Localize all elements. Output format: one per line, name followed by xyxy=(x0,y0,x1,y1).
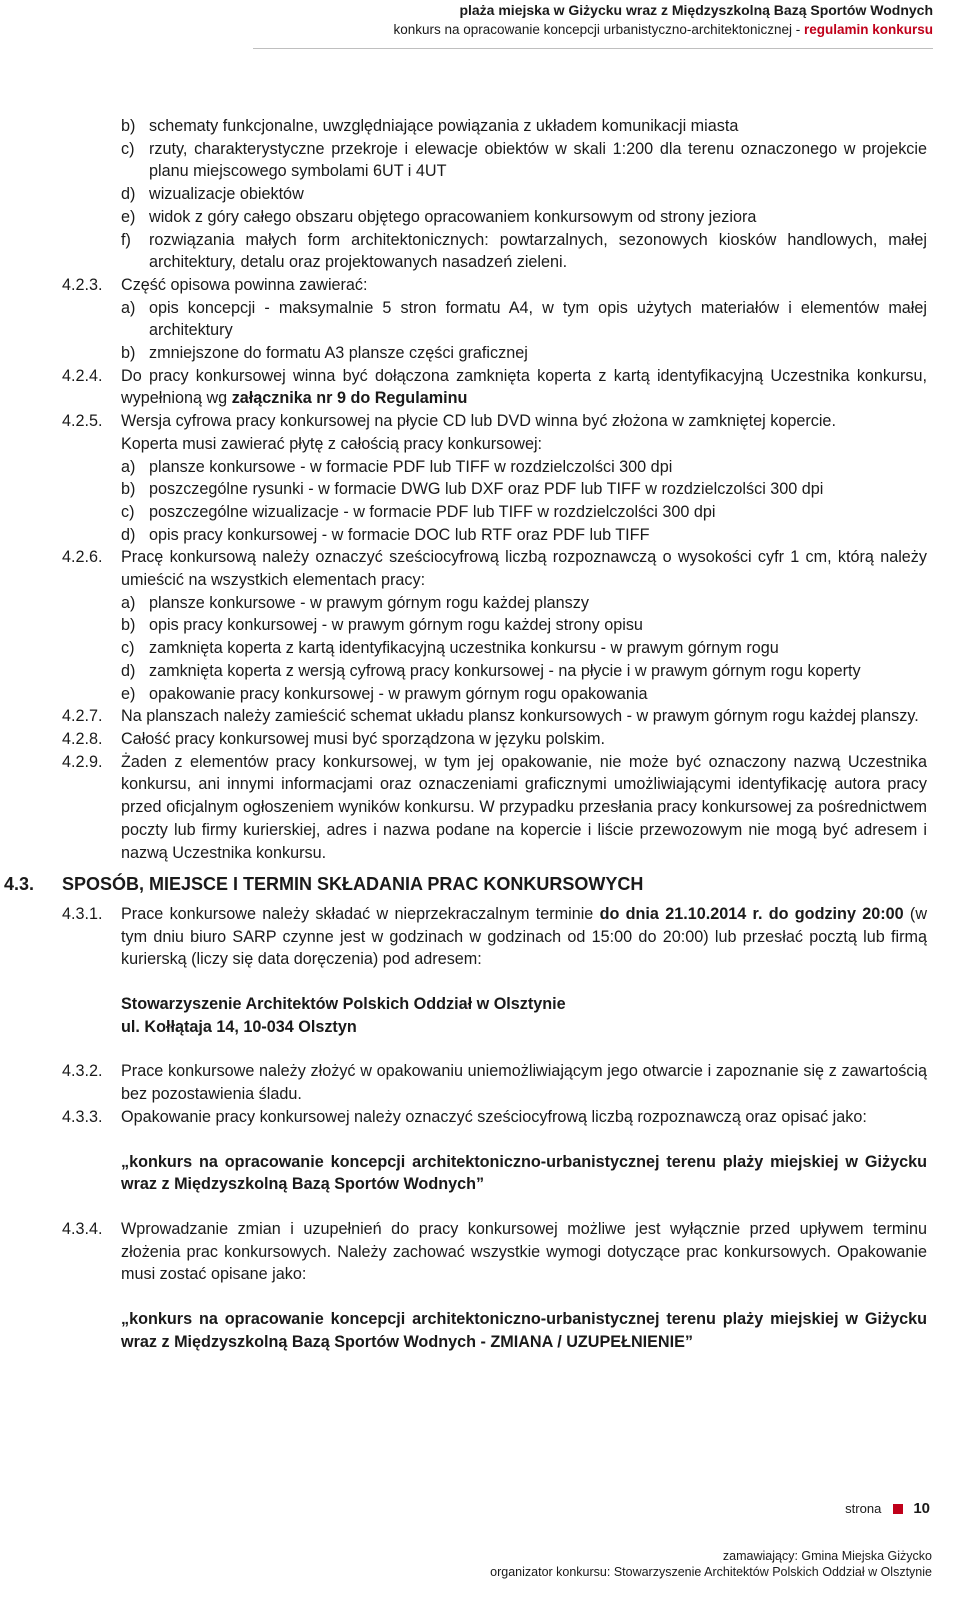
list-item xyxy=(0,229,960,274)
paragraph-bold-text: załącznika nr 9 do Regulaminu xyxy=(231,389,468,408)
list-item xyxy=(0,637,960,660)
address-organization: Stowarzyszenie Architektów Polskich Oddział w Olsztynie xyxy=(121,995,566,1014)
footer-client: zamawiający: Gmina Miejska Giżycko xyxy=(722,1549,932,1563)
paragraph-number: 4.2.4. xyxy=(62,366,103,385)
list-item-text: widok z góry całego obszaru objętego opracowaniem konkursowym od strony jeziora xyxy=(149,207,757,226)
paragraph-text: Do pracy konkursowej winna być dołączona zamknięta koperta z kartą identyfikacyjną Uczestnika konkursu, wypełnioną wg xyxy=(121,366,927,408)
list-item-text: rozwiązania małych form architektonicznych: powtarzalnych, sezonowych kiosków handlowych, małej architektury, detalu oraz projektowanych nasadzeń zieleni. xyxy=(149,230,927,272)
list-item-text: opakowanie pracy konkursowej - w prawym górnym rogu opakowania xyxy=(149,684,648,703)
list-item-letter: b) xyxy=(121,117,136,135)
list-item-text: plansze konkursowe - w formacie PDF lub TIFF w rozdzielczolści 300 dpi xyxy=(149,457,673,476)
list-item xyxy=(0,524,960,547)
header-subtitle xyxy=(233,20,933,39)
package-label xyxy=(0,1151,960,1196)
paragraph-number: 4.2.6. xyxy=(62,548,103,567)
list-item-letter: e) xyxy=(121,207,136,226)
list-item-letter: d) xyxy=(121,185,136,204)
address-line-2 xyxy=(0,1016,960,1039)
address-street: ul. Kołłątaja 14, 10-034 Olsztyn xyxy=(121,1017,357,1036)
paragraph-number: 4.2.3. xyxy=(62,275,103,294)
list-item xyxy=(0,342,960,365)
list-item-text: zmniejszone do formatu A3 plansze części graficznej xyxy=(149,344,528,363)
paragraph-text: Pracę konkursową należy oznaczyć sześciocyfrową liczbą rozpoznawczą o wysokości cyfr 1 cm, którą należy umieścić na wszystkich elementach pracy: xyxy=(121,548,927,590)
paragraph-4-3-3 xyxy=(0,1106,960,1129)
paragraph-4-3-2 xyxy=(0,1060,960,1105)
paragraph-text: Wersja cyfrowa pracy konkursowej na płycie CD lub DVD winna być złożona w zamkniętej kopercie. xyxy=(121,412,836,431)
list-item-text: schematy funkcjonalne, uwzględniające powiązania z układem komunikacji miasta xyxy=(149,117,739,135)
deadline-text: do dnia 21.10.2014 r. do godziny 20:00 xyxy=(599,904,904,923)
paragraph-number: 4.3.4. xyxy=(62,1219,103,1238)
list-item-letter: c) xyxy=(121,502,135,521)
list-item-letter: a) xyxy=(121,298,136,317)
list-item xyxy=(0,592,960,615)
paragraph-number: 4.2.9. xyxy=(62,752,103,771)
section-heading-4-3 xyxy=(0,873,960,896)
header-subtitle-main: konkurs na opracowanie koncepcji urbanistyczno-architektonicznej - xyxy=(393,22,804,37)
list-item xyxy=(0,614,960,637)
page-footer xyxy=(490,1548,932,1580)
change-label-text: „konkurs na opracowanie koncepcji architektoniczno-urbanistycznej terenu plaży miejskiej w Giżycku wraz z Międzyszkolną Bazą Sportów Wodnych - ZMIANA / UZUPEŁNIENIE” xyxy=(121,1310,927,1351)
header-title: plaża miejska w Giżycku wraz z Międzyszkolną Bazą Sportów Wodnych xyxy=(459,2,933,18)
paragraph-4-2-3 xyxy=(0,274,960,297)
list-item xyxy=(0,501,960,524)
paragraph-number: 4.3.3. xyxy=(62,1107,103,1126)
paragraph-4-2-9 xyxy=(0,751,960,865)
list-item-letter: b) xyxy=(121,480,136,499)
list-item-letter: c) xyxy=(121,639,135,658)
paragraph-4-2-6 xyxy=(0,546,960,591)
list-item xyxy=(0,115,960,138)
list-item xyxy=(0,183,960,206)
paragraph-text: Część opisowa powinna zawierać: xyxy=(121,275,368,294)
list-item xyxy=(0,660,960,683)
paragraph-number: 4.2.5. xyxy=(62,412,103,431)
footer-organizer: organizator konkursu: Stowarzyszenie Architektów Polskich Oddział w Olsztynie xyxy=(490,1565,932,1579)
paragraph-text: Opakowanie pracy konkursowej należy oznaczyć sześciocyfrową liczbą rozpoznawczą oraz opisać jako: xyxy=(121,1107,867,1126)
list-item-letter: e) xyxy=(121,684,136,703)
page-indicator xyxy=(845,1500,930,1517)
list-item-text: opis pracy konkursowej - w prawym górnym rogu każdej strony opisu xyxy=(149,616,643,635)
list-item-letter: c) xyxy=(121,139,135,158)
list-item xyxy=(0,297,960,342)
list-item xyxy=(0,138,960,183)
list-item-text: opis pracy konkursowej - w formacie DOC lub RTF oraz PDF lub TIFF xyxy=(149,525,650,544)
list-item-letter: b) xyxy=(121,616,136,635)
list-item xyxy=(0,206,960,229)
list-item-letter: a) xyxy=(121,457,136,476)
paragraph-text: Na planszach należy zamieścić schemat układu plansz konkursowych - w prawym górnym rogu każdej planszy. xyxy=(121,707,919,726)
paragraph-number: 4.3.1. xyxy=(62,904,103,923)
paragraph-number: 4.2.7. xyxy=(62,707,103,726)
page-label: strona xyxy=(845,1501,882,1516)
paragraph-text-cont: (w tym dniu biuro SARP czynne jest w godzinach w godzinach od 15:00 do 20:00) lub przesłać pocztą lub firmą kurierską (liczy się data doręczenia) pod adresem: xyxy=(121,904,928,969)
page-number: 10 xyxy=(913,1500,930,1517)
paragraph-4-3-4 xyxy=(0,1218,960,1286)
paragraph-text: Prace konkursowe należy złożyć w opakowaniu uniemożliwiającym jego otwarcie i zapoznanie się z zawartością bez pozostawienia śladu. xyxy=(121,1062,927,1104)
list-item-text: poszczególne wizualizacje - w formacie PDF lub TIFF w rozdzielczolści 300 dpi xyxy=(149,502,716,521)
list-item xyxy=(0,683,960,706)
header-divider xyxy=(253,48,933,49)
paragraph-text: Żaden z elementów pracy konkursowej, w tym jej opakowanie, nie może być oznaczony nazwą Uczestnika konkursu, ani innymi informacjami oraz oznaczeniami graficznymi umożliwiającymi identyfikację autora pracy przed oficjalnym ogłoszeniem wyników konkursu. W przypadku przesłania pracy konkursowej za pośrednictwem poczty lub firmy kurierskiej, adres i nazwa podane na kopercie i liście przewozowym nie mogą być adresem i nazwą Uczestnika konkursu. xyxy=(121,752,927,862)
paragraph-4-2-8 xyxy=(0,728,960,751)
change-label xyxy=(0,1308,960,1353)
list-item-text: wizualizacje obiektów xyxy=(149,185,304,204)
page-header xyxy=(233,0,933,39)
address-line-1 xyxy=(0,993,960,1016)
list-item-text: opis koncepcji - maksymalnie 5 stron formatu A4, w tym opis użytych materiałów i elementów małej architektury xyxy=(149,298,927,340)
list-item xyxy=(0,478,960,501)
list-item-text: zamknięta koperta z wersją cyfrową pracy konkursowej - na płycie i w prawym górnym rogu koperty xyxy=(149,661,861,680)
list-item-text: zamknięta koperta z kartą identyfikacyjną uczestnika konkursu - w prawym górnym rogu xyxy=(149,639,779,658)
paragraph-4-2-5 xyxy=(0,410,960,433)
document-body xyxy=(0,115,960,1353)
list-item-letter: d) xyxy=(121,525,136,544)
paragraph-4-3-1 xyxy=(0,903,960,971)
section-number: 4.3. xyxy=(4,874,35,895)
list-item-letter: a) xyxy=(121,593,136,612)
list-item-text: poszczególne rysunki - w formacie DWG lub DXF oraz PDF lub TIFF w rozdzielczolści 300 dpi xyxy=(149,480,824,499)
section-title: SPOSÓB, MIEJSCE I TERMIN SKŁADANIA PRAC KONKURSOWYCH xyxy=(62,874,644,895)
list-item-letter: f) xyxy=(121,230,131,249)
paragraph-4-2-7 xyxy=(0,705,960,728)
paragraph-number: 4.2.8. xyxy=(62,729,103,748)
paragraph-text: Prace konkursowe należy składać w nieprzekraczalnym terminie xyxy=(121,904,600,923)
paragraph-text: Całość pracy konkursowej musi być sporządzona w języku polskim. xyxy=(121,729,606,748)
list-item-text: rzuty, charakterystyczne przekroje i elewacje obiektów w skali 1:200 dla terenu oznaczonego w projekcie planu miejscowego symbolami 6UT i 4UT xyxy=(149,139,927,181)
package-label-text: „konkurs na opracowanie koncepcji architektoniczno-urbanistycznej terenu plaży miejskiej w Giżycku wraz z Międzyszkolną Bazą Sportów Wodnych” xyxy=(121,1152,927,1194)
paragraph-4-2-4 xyxy=(0,365,960,410)
list-item xyxy=(0,456,960,479)
list-item-text: plansze konkursowe - w prawym górnym rogu każdej planszy xyxy=(149,593,589,612)
list-item-letter: b) xyxy=(121,344,136,363)
paragraph-number: 4.3.2. xyxy=(62,1062,103,1081)
paragraph-text: Wprowadzanie zmian i uzupełnień do pracy konkursowej możliwe jest wyłącznie przed upływem terminu złożenia prac konkursowych. Należy zachować wszystkie wymogi dotyczące prac konkursowych. Opakowanie musi zostać opisane jako: xyxy=(121,1219,927,1284)
list-item-letter: d) xyxy=(121,661,136,680)
red-square-icon xyxy=(893,1504,903,1514)
paragraph-continuation: Koperta musi zawierać płytę z całością pracy konkursowej: xyxy=(121,434,543,453)
header-subtitle-accent: regulamin konkursu xyxy=(803,22,933,37)
